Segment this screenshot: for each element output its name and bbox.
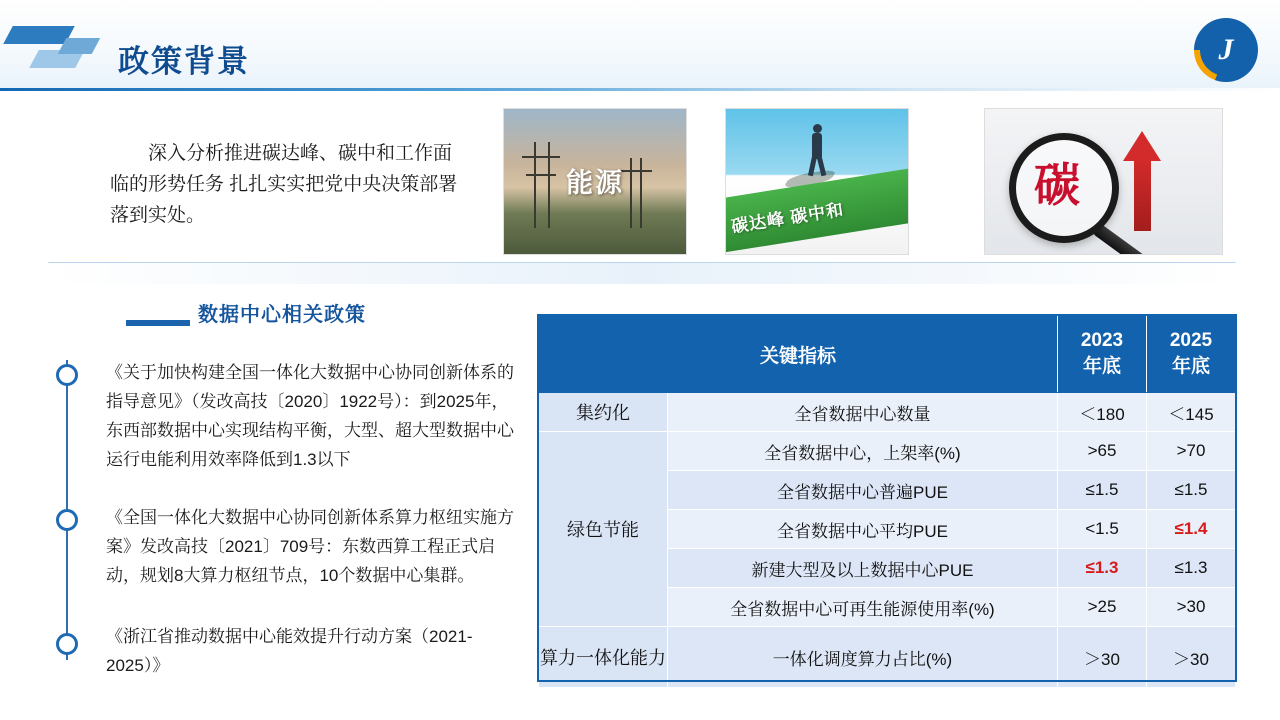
table-row — [539, 393, 1236, 432]
table-cell-item: 全省数据中心数量 — [668, 393, 1058, 432]
pylon-crossarm — [522, 156, 560, 158]
table-cell-2025: >30 — [1147, 588, 1236, 627]
table-cell-2025: ＜145 — [1147, 393, 1236, 432]
header-underline — [0, 88, 1280, 91]
table-cell-category: 算力一体化能力 — [539, 627, 668, 688]
table-row — [539, 627, 1236, 688]
policy-item-text: 《浙江省推动数据中心能效提升行动方案（2021-2025）》 — [106, 627, 473, 675]
table-header-2023-year: 2023 — [1080, 330, 1124, 351]
table-header-2023 — [1058, 316, 1147, 393]
policy-item-text: 《全国一体化大数据中心协同创新体系算力枢纽实施方案》发改高技〔2021〕709号：东数西算工程正式启动，规划8大算力枢纽节点，10个数据中心集群。 — [106, 508, 514, 585]
page-title: 政策背景 — [118, 44, 250, 79]
table-header-metric: 关键指标 — [539, 316, 1058, 393]
table-cell-category: 绿色节能 — [539, 432, 668, 627]
policy-metrics-table — [538, 315, 1236, 688]
table-cell-2025: >70 — [1147, 432, 1236, 471]
table-cell-2023: <1.5 — [1058, 510, 1147, 549]
table-cell-item: 一体化调度算力占比(%) — [668, 627, 1058, 688]
table-header-2025-year: 2025 — [1169, 330, 1213, 351]
table-header-2025-suffix: 年底 — [1171, 356, 1210, 377]
table-cell-2023: >25 — [1058, 588, 1147, 627]
carbon-magnifier-photo — [984, 108, 1223, 255]
table-cell-item: 全省数据中心可再生能源使用率(%) — [668, 588, 1058, 627]
table-cell-item: 全省数据中心平均PUE — [668, 510, 1058, 549]
power-grid-photo-caption: 能源 — [566, 168, 624, 198]
section-title-rule — [126, 320, 190, 326]
red-arrow-stem — [1134, 159, 1151, 231]
table-header-2025 — [1147, 316, 1236, 393]
table-cell-2023: ≤1.5 — [1058, 471, 1147, 510]
timeline-dot — [56, 364, 78, 386]
businessman-head — [813, 124, 822, 133]
timeline-dot — [56, 633, 78, 655]
table-header-2023-suffix: 年底 — [1082, 356, 1121, 377]
table-cell-item: 全省数据中心普遍PUE — [668, 471, 1058, 510]
timeline-dot — [56, 509, 78, 531]
policy-item-text: 《关于加快构建全国一体化大数据中心协同创新体系的指导意见》（发改高技〔2020〕1922号）：到2025年，东西部数据中心实现结构平衡，大型、超大型数据中心运行电能利用效率降低到1.3以下 — [106, 363, 514, 469]
table-cell-2023: >65 — [1058, 432, 1147, 471]
table-cell-category: 集约化 — [539, 393, 668, 432]
table-cell-2023: ＞30 — [1058, 627, 1147, 688]
table-cell-2025: ≤1.5 — [1147, 471, 1236, 510]
carbon-magnifier-photo-caption: 碳 — [1034, 160, 1080, 211]
carbon-road-photo-caption: 碳达峰 碳中和 — [730, 199, 846, 237]
logo-letter: J — [1218, 33, 1234, 66]
section-title: 数据中心相关政策 — [198, 304, 366, 326]
photo-strip — [503, 108, 1221, 253]
table-cell-item: 新建大型及以上数据中心PUE — [668, 549, 1058, 588]
company-logo — [1194, 18, 1258, 82]
intro-paragraph: 深入分析推进碳达峰、碳中和工作面临的形势任务 扎扎实实把党中央决策部署落到实处。 — [110, 143, 458, 226]
table-cell-2023: ＜180 — [1058, 393, 1147, 432]
table-row — [539, 432, 1236, 471]
table-body — [539, 393, 1236, 688]
carbon-road-photo — [725, 108, 909, 255]
power-grid-photo — [503, 108, 687, 255]
table-cell-2025: ≤1.4 — [1147, 510, 1236, 549]
table-cell-2025: ≤1.3 — [1147, 549, 1236, 588]
red-arrow-head-icon — [1123, 131, 1161, 161]
table-cell-2023: ≤1.3 — [1058, 549, 1147, 588]
slide-header — [0, 0, 1280, 92]
table-header-row — [539, 316, 1236, 393]
table-cell-item: 全省数据中心，上架率(%) — [668, 432, 1058, 471]
section-divider-band — [48, 262, 1236, 285]
table-cell-2025: ＞30 — [1147, 627, 1236, 688]
